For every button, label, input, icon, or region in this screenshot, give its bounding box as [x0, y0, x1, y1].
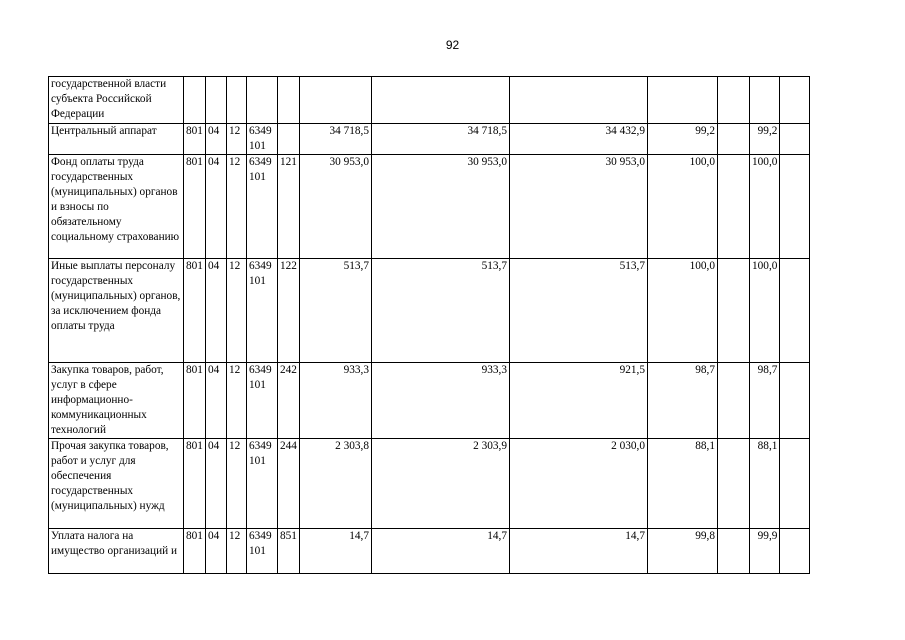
cell-plan2: 933,3: [372, 363, 510, 439]
cell-csr: 6349 101: [247, 439, 278, 529]
cell-plan1: 933,3: [300, 363, 372, 439]
cell-empty: [780, 155, 810, 259]
table-row: [49, 124, 810, 155]
cell-empty: [780, 529, 810, 574]
cell-plan1: 2 303,8: [300, 439, 372, 529]
budget-table: [48, 76, 810, 574]
cell-name: Центральный аппарат: [49, 124, 184, 155]
cell-plan1: 513,7: [300, 259, 372, 363]
cell-empty: [780, 363, 810, 439]
cell-empty: [718, 363, 750, 439]
cell-plan2: [372, 77, 510, 124]
cell-ved: 801: [184, 124, 206, 155]
page-number: 92: [445, 38, 460, 52]
cell-fact: 30 953,0: [510, 155, 648, 259]
cell-csr: 6349 101: [247, 529, 278, 574]
cell-pr: 12: [227, 124, 247, 155]
cell-pr: 12: [227, 363, 247, 439]
cell-rz: [206, 77, 227, 124]
cell-vr: 122: [278, 259, 300, 363]
cell-name: Фонд оплаты труда государственных (муниципальных) органов и взносы по обязательному социальному страхованию: [49, 155, 184, 259]
cell-plan2: 34 718,5: [372, 124, 510, 155]
cell-pct2: 88,1: [750, 439, 780, 529]
cell-ved: [184, 77, 206, 124]
cell-pct1: 88,1: [648, 439, 718, 529]
cell-vr: [278, 124, 300, 155]
table-body: [49, 77, 810, 574]
cell-pct1: 98,7: [648, 363, 718, 439]
cell-fact: 34 432,9: [510, 124, 648, 155]
cell-ved: 801: [184, 155, 206, 259]
cell-name: Уплата налога на имущество организаций и: [49, 529, 184, 574]
cell-plan2: 2 303,9: [372, 439, 510, 529]
cell-name: Прочая закупка товаров, работ и услуг для обеспечения государственных (муниципальных) нужд: [49, 439, 184, 529]
cell-vr: [278, 77, 300, 124]
cell-rz: 04: [206, 363, 227, 439]
cell-ved: 801: [184, 529, 206, 574]
cell-pr: [227, 77, 247, 124]
cell-csr: [247, 77, 278, 124]
cell-empty: [780, 439, 810, 529]
cell-rz: 04: [206, 439, 227, 529]
cell-pct1: 100,0: [648, 155, 718, 259]
cell-vr: 244: [278, 439, 300, 529]
cell-empty: [718, 259, 750, 363]
cell-csr: 6349 101: [247, 259, 278, 363]
cell-name: Закупка товаров, работ, услуг в сфере информационно-коммуникационных технологий: [49, 363, 184, 439]
cell-plan1: 34 718,5: [300, 124, 372, 155]
cell-vr: 121: [278, 155, 300, 259]
cell-rz: 04: [206, 529, 227, 574]
cell-empty: [718, 77, 750, 124]
cell-name: государственной власти субъекта Российской Федерации: [49, 77, 184, 124]
cell-pct1: 100,0: [648, 259, 718, 363]
cell-pct2: [750, 77, 780, 124]
cell-ved: 801: [184, 439, 206, 529]
cell-csr: 6349 101: [247, 124, 278, 155]
cell-ved: 801: [184, 259, 206, 363]
cell-name: Иные выплаты персоналу государственных (муниципальных) органов, за исключением фонда оплаты труда: [49, 259, 184, 363]
table-row: [49, 363, 810, 439]
cell-vr: 851: [278, 529, 300, 574]
table-row: [49, 529, 810, 574]
cell-rz: 04: [206, 155, 227, 259]
cell-plan1: 30 953,0: [300, 155, 372, 259]
cell-vr: 242: [278, 363, 300, 439]
cell-fact: 513,7: [510, 259, 648, 363]
cell-empty: [718, 439, 750, 529]
cell-fact: [510, 77, 648, 124]
cell-ved: 801: [184, 363, 206, 439]
cell-empty: [780, 124, 810, 155]
cell-plan1: 14,7: [300, 529, 372, 574]
cell-pct2: 100,0: [750, 155, 780, 259]
cell-rz: 04: [206, 259, 227, 363]
cell-fact: 14,7: [510, 529, 648, 574]
table-row: [49, 439, 810, 529]
cell-pr: 12: [227, 155, 247, 259]
table-row: [49, 77, 810, 124]
cell-pct2: 99,9: [750, 529, 780, 574]
cell-plan2: 513,7: [372, 259, 510, 363]
cell-pct1: 99,2: [648, 124, 718, 155]
cell-csr: 6349 101: [247, 363, 278, 439]
cell-empty: [718, 529, 750, 574]
cell-csr: 6349 101: [247, 155, 278, 259]
cell-plan1: [300, 77, 372, 124]
cell-pct2: 98,7: [750, 363, 780, 439]
cell-empty: [780, 259, 810, 363]
cell-pct1: [648, 77, 718, 124]
cell-pr: 12: [227, 529, 247, 574]
cell-pct2: 100,0: [750, 259, 780, 363]
cell-plan2: 30 953,0: [372, 155, 510, 259]
cell-fact: 921,5: [510, 363, 648, 439]
cell-empty: [780, 77, 810, 124]
cell-fact: 2 030,0: [510, 439, 648, 529]
cell-pct2: 99,2: [750, 124, 780, 155]
cell-empty: [718, 124, 750, 155]
cell-pr: 12: [227, 439, 247, 529]
cell-plan2: 14,7: [372, 529, 510, 574]
table-row: [49, 259, 810, 363]
cell-pr: 12: [227, 259, 247, 363]
cell-rz: 04: [206, 124, 227, 155]
cell-empty: [718, 155, 750, 259]
table-row: [49, 155, 810, 259]
cell-pct1: 99,8: [648, 529, 718, 574]
